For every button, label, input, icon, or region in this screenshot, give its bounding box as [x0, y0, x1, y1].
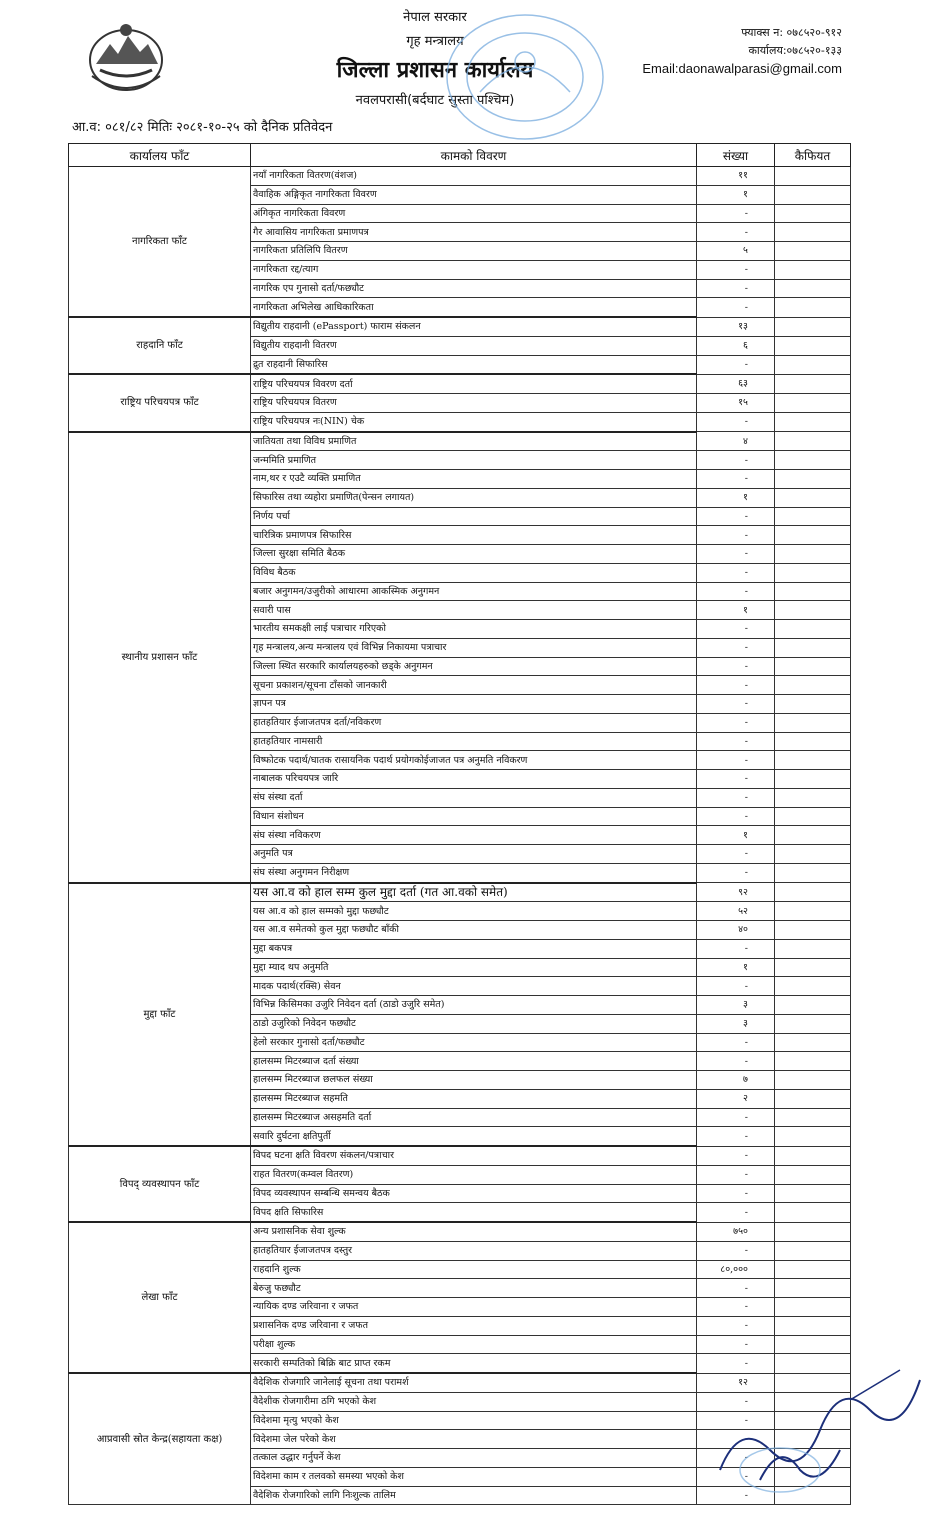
row-remarks [775, 185, 851, 204]
row-remarks [775, 601, 851, 620]
row-remarks [775, 394, 851, 413]
row-description: हातहतियार नामसारी [251, 732, 697, 751]
table-row [69, 317, 851, 336]
section-name: मुद्दा फाँट [69, 883, 251, 1147]
row-description: ज्ञापन पत्र [251, 695, 697, 714]
row-count: ७५० [697, 1222, 775, 1241]
row-description: नागरिकता अभिलेख आधिकारिकता [251, 298, 697, 317]
section-name: राहदानि फाँट [69, 317, 251, 374]
row-description: विद्युतीय राहदानी वितरण [251, 336, 697, 355]
row-description: वैदेशिक रोजगारिको लागि निःशुल्क तालिम [251, 1486, 697, 1505]
row-description: वैदेशीक रोजगारीमा ठगि भएको केश [251, 1392, 697, 1411]
row-description: जिल्ला सुरक्षा समिति बैठक [251, 545, 697, 564]
row-remarks [775, 1184, 851, 1203]
row-remarks [775, 1127, 851, 1146]
row-count: ४ [697, 432, 775, 451]
row-remarks [775, 336, 851, 355]
row-remarks [775, 374, 851, 393]
row-description: भारतीय समकक्षी लाई पत्राचार गरिएको [251, 620, 697, 639]
column-header-count: संख्या [697, 144, 775, 167]
row-remarks [775, 1014, 851, 1033]
row-count: १ [697, 601, 775, 620]
row-count: - [697, 1316, 775, 1335]
row-description: चारित्रिक प्रमाणपत्र सिफारिस [251, 526, 697, 545]
row-description: राष्ट्रिय परिचयपत्र वितरण [251, 394, 697, 413]
row-count: ८०,००० [697, 1260, 775, 1279]
row-count: - [697, 470, 775, 489]
row-remarks [775, 545, 851, 564]
row-description: राष्ट्रिय परिचयपत्र नः(NIN) चेक [251, 412, 697, 431]
office-phone: कार्यालय:०७८५२०-१३३ [748, 44, 842, 57]
row-count: २ [697, 1089, 775, 1108]
row-description: प्रशासनिक दण्ड जरिवाना र जफत [251, 1316, 697, 1335]
table-row [69, 1222, 851, 1241]
row-description: अंगिकृत नागरिकता विवरण [251, 204, 697, 223]
row-remarks [775, 204, 851, 223]
row-remarks [775, 317, 851, 336]
row-count: - [697, 1335, 775, 1354]
row-description: न्यायिक दण्ड जरिवाना र जफत [251, 1298, 697, 1317]
row-remarks [775, 582, 851, 601]
row-description: विपद क्षति सिफारिस [251, 1203, 697, 1222]
row-description: सरकारी सम्पतिको बिक्रि बाट प्राप्त रकम [251, 1354, 697, 1373]
row-count: - [697, 526, 775, 545]
row-count: - [697, 279, 775, 298]
row-remarks [775, 563, 851, 582]
row-description: सिफारिस तथा व्यहोरा प्रमाणित(पेन्सन लगायत) [251, 488, 697, 507]
row-count: - [697, 1298, 775, 1317]
row-description: नागरिक एप गुनासो दर्ता/फछ्यौट [251, 279, 697, 298]
row-description: निर्णय पर्चा [251, 507, 697, 526]
row-count: - [697, 1165, 775, 1184]
row-description: विभिन्न किसिमका उजुरि निवेदन दर्ता (ठाडो उजुरि समेत) [251, 996, 697, 1015]
row-description: अनुमति पत्र [251, 845, 697, 864]
fax-number: फ्याक्स न: ०७८५२०-९१२ [741, 26, 842, 39]
row-count: - [697, 1449, 775, 1468]
row-count: ६३ [697, 374, 775, 393]
row-remarks [775, 996, 851, 1015]
table-header-row [69, 144, 851, 167]
row-count: ३ [697, 996, 775, 1015]
row-description: बजार अनुगमन/उजुरीको आधारमा आकस्मिक अनुगमन [251, 582, 697, 601]
row-description: जिल्ला स्थित सरकारि कार्यालयहरुको छड्के अनुगमन [251, 657, 697, 676]
row-description: यस आ.व समेतको कुल मुद्दा फछ्यौट बाँकी [251, 921, 697, 940]
row-remarks [775, 298, 851, 317]
row-count: - [697, 845, 775, 864]
row-description: हालसम्म मिटरब्याज दर्ता संख्या [251, 1052, 697, 1071]
contact-block [600, 24, 842, 78]
row-description: विधान संशोधन [251, 807, 697, 826]
row-description: तत्काल उद्धार गर्नुपर्ने केश [251, 1449, 697, 1468]
row-remarks [775, 1071, 851, 1090]
row-remarks [775, 958, 851, 977]
row-description: विविध बैठक [251, 563, 697, 582]
row-count: - [697, 451, 775, 470]
email-address: Email:daonawalparasi@gmail.com [642, 61, 842, 76]
row-remarks [775, 657, 851, 676]
row-count: १ [697, 185, 775, 204]
row-count: - [697, 1033, 775, 1052]
row-count: १५ [697, 394, 775, 413]
row-count: १ [697, 958, 775, 977]
row-count: ५२ [697, 902, 775, 921]
row-count: - [697, 223, 775, 242]
row-description: संघ संस्था अनुगमन निरीक्षण [251, 863, 697, 882]
row-description: विदेशमा काम र तलवको समस्या भएको केश [251, 1467, 697, 1486]
row-remarks [775, 751, 851, 770]
row-count: ६ [697, 336, 775, 355]
row-description: नाम,थर र एउटै व्यक्ति प्रमाणित [251, 470, 697, 489]
row-description: सवारी पास [251, 601, 697, 620]
column-header-section: कार्यालय फाँट [69, 144, 251, 167]
row-count: - [697, 732, 775, 751]
section-name: आप्रवासी स्रोत केन्द्र(सहायता कक्ष) [69, 1373, 251, 1505]
row-count: - [697, 1279, 775, 1298]
row-description: यस आ.व को हाल सम्मको मुद्दा फछ्यौट [251, 902, 697, 921]
row-description: बेरुजु फछ्यौट [251, 1279, 697, 1298]
row-count: - [697, 751, 775, 770]
row-description: द्रुत राहदानी सिफारिस [251, 355, 697, 374]
row-count: - [697, 657, 775, 676]
row-remarks [775, 1279, 851, 1298]
report-date-line: आ.व: ०८१/८२ मितिः २०८१-१०-२५ को दैनिक प्रतिवेदन [72, 120, 333, 135]
row-description: वैवाहिक अङ्गिकृत नागरिकता विवरण [251, 185, 697, 204]
row-remarks [775, 1298, 851, 1317]
row-description: परीक्षा शुल्क [251, 1335, 697, 1354]
column-header-remarks: कैफियत [775, 144, 851, 167]
row-description: विद्युतीय राहदानी (ePassport) फाराम संकलन [251, 317, 697, 336]
row-count: ४० [697, 921, 775, 940]
row-description: हातहतियार ईजाजतपत्र दर्ता/नविकरण [251, 713, 697, 732]
section-name: नागरिकता फाँट [69, 167, 251, 318]
row-description: हातहतियार ईजाजतपत्र दस्तुर [251, 1241, 697, 1260]
row-remarks [775, 807, 851, 826]
row-count: - [697, 1467, 775, 1486]
row-description: नागरिकता रद्द/त्याग [251, 260, 697, 279]
row-count: - [697, 939, 775, 958]
row-count: - [697, 1108, 775, 1127]
row-count: - [697, 1241, 775, 1260]
row-remarks [775, 1335, 851, 1354]
row-description: मादक पदार्थ(रक्सि) सेवन [251, 977, 697, 996]
row-count: - [697, 1184, 775, 1203]
row-count: - [697, 620, 775, 639]
row-remarks [775, 412, 851, 431]
row-description: सूचना प्रकाशन/सूचना टाँसको जानकारी [251, 676, 697, 695]
row-remarks [775, 260, 851, 279]
row-count: - [697, 204, 775, 223]
row-count: - [697, 412, 775, 431]
row-count: १ [697, 488, 775, 507]
row-count: ११ [697, 167, 775, 186]
row-remarks [775, 1241, 851, 1260]
row-count: - [697, 977, 775, 996]
row-count: - [697, 260, 775, 279]
row-count: - [697, 355, 775, 374]
row-remarks [775, 939, 851, 958]
row-count: - [697, 1052, 775, 1071]
row-remarks [775, 863, 851, 882]
row-remarks [775, 977, 851, 996]
row-remarks [775, 620, 851, 639]
row-remarks [775, 902, 851, 921]
row-remarks [775, 488, 851, 507]
row-remarks [775, 451, 851, 470]
section-name: राष्ट्रिय परिचयपत्र फाँट [69, 374, 251, 431]
row-description: संघ संस्था नविकरण [251, 826, 697, 845]
nepal-emblem-icon [86, 20, 166, 94]
row-description: हालसम्म मिटरब्याज असहमति दर्ता [251, 1108, 697, 1127]
row-remarks [775, 1222, 851, 1241]
row-count: ५ [697, 242, 775, 261]
row-remarks [775, 1108, 851, 1127]
row-remarks [775, 432, 851, 451]
row-remarks [775, 845, 851, 864]
row-remarks [775, 883, 851, 902]
row-description: अन्य प्रशासनिक सेवा शुल्क [251, 1222, 697, 1241]
row-remarks [775, 638, 851, 657]
row-description: नागरिकता प्रतिलिपि वितरण [251, 242, 697, 261]
section-name: लेखा फाँट [69, 1222, 251, 1373]
row-count: - [697, 1127, 775, 1146]
row-count: - [697, 582, 775, 601]
row-count: ७ [697, 1071, 775, 1090]
row-description: वैदेशिक रोजगारि जानेलाई सूचना तथा परामर्श [251, 1373, 697, 1392]
row-description: गैर आवासिय नागरिकता प्रमाणपत्र [251, 223, 697, 242]
row-count: - [697, 638, 775, 657]
row-description: विपद घटना क्षति विवरण संकलन/पत्राचार [251, 1146, 697, 1165]
row-count: - [697, 298, 775, 317]
row-description: सवारि दुर्घटना क्षतिपुर्ती [251, 1127, 697, 1146]
row-remarks [775, 695, 851, 714]
row-description: गृह मन्त्रालय,अन्य मन्त्रालय एवं विभिन्न निकायमा पत्राचार [251, 638, 697, 657]
row-remarks [775, 770, 851, 789]
row-count: - [697, 863, 775, 882]
row-description: जन्ममिति प्रमाणित [251, 451, 697, 470]
row-description: विदेशमा जेल परेको केश [251, 1430, 697, 1449]
row-remarks [775, 1165, 851, 1184]
row-remarks [775, 713, 851, 732]
row-remarks [775, 470, 851, 489]
row-remarks [775, 1052, 851, 1071]
row-description: हालसम्म मिटरब्याज छलफल संख्या [251, 1071, 697, 1090]
row-remarks [775, 526, 851, 545]
row-description: मुद्दा म्याद थप अनुमति [251, 958, 697, 977]
row-remarks [775, 223, 851, 242]
column-header-description: कामको विवरण [251, 144, 697, 167]
row-description: राहत वितरण(कम्वल वितरण) [251, 1165, 697, 1184]
row-description: हेलो सरकार गुनासो दर्ता/फछ्यौट [251, 1033, 697, 1052]
row-count: ३ [697, 1014, 775, 1033]
row-description: हालसम्म मिटरब्याज सहमति [251, 1089, 697, 1108]
row-count: - [697, 563, 775, 582]
row-count: - [697, 545, 775, 564]
table-row [69, 167, 851, 186]
row-remarks [775, 1146, 851, 1165]
row-description: संघ संस्था दर्ता [251, 788, 697, 807]
government-name: नेपाल सरकार [403, 10, 467, 25]
row-count: - [697, 676, 775, 695]
row-description: राहदानि शुल्क [251, 1260, 697, 1279]
row-count: - [697, 1486, 775, 1505]
row-remarks [775, 732, 851, 751]
row-remarks [775, 167, 851, 186]
office-seal-stamp [440, 2, 610, 152]
office-location: नवलपरासी(बर्दघाट सुस्ता पश्चिम) [355, 93, 515, 108]
row-count: - [697, 807, 775, 826]
row-remarks [775, 1089, 851, 1108]
row-remarks [775, 788, 851, 807]
row-description: विपद व्यवस्थापन सम्बन्धि समन्वय बैठक [251, 1184, 697, 1203]
row-remarks [775, 279, 851, 298]
row-description: विष्फोटक पदार्थ/घातक रासायनिक पदार्थ प्रयोगकोईजाजत पत्र अनुमति नविकरण [251, 751, 697, 770]
section-name: विपद् व्यवस्थापन फाँट [69, 1146, 251, 1222]
row-remarks [775, 1260, 851, 1279]
row-remarks [775, 355, 851, 374]
row-count: १३ [697, 317, 775, 336]
row-count: १२ [697, 1373, 775, 1392]
row-description: नयाँ नागरिकता वितरण(वंशज) [251, 167, 697, 186]
row-remarks [775, 242, 851, 261]
ministry-name: गृह मन्त्रालय [406, 34, 464, 49]
handwritten-signature [700, 1360, 930, 1500]
row-count: - [697, 788, 775, 807]
row-remarks [775, 507, 851, 526]
row-count: - [697, 1354, 775, 1373]
section-name: स्थानीय प्रशासन फाँट [69, 432, 251, 883]
row-remarks [775, 676, 851, 695]
row-count: - [697, 695, 775, 714]
row-remarks [775, 921, 851, 940]
row-remarks [775, 1203, 851, 1222]
table-row [69, 432, 851, 451]
row-count: - [697, 1203, 775, 1222]
row-count: - [697, 507, 775, 526]
table-row [69, 1146, 851, 1165]
row-description: विदेशमा मृत्यु भएको केश [251, 1411, 697, 1430]
daily-report-table [68, 143, 851, 1505]
table-row [69, 374, 851, 393]
office-title: जिल्ला प्रशासन कार्यालय [336, 58, 534, 83]
row-description: मुद्दा बकपत्र [251, 939, 697, 958]
row-remarks [775, 1033, 851, 1052]
row-description: राष्ट्रिय परिचयपत्र विवरण दर्ता [251, 374, 697, 393]
row-count: - [697, 1146, 775, 1165]
row-remarks [775, 826, 851, 845]
row-description: नाबालक परिचयपत्र जारि [251, 770, 697, 789]
row-count: - [697, 713, 775, 732]
row-count: - [697, 1411, 775, 1430]
row-count: - [697, 1430, 775, 1449]
row-description: जातियता तथा विविध प्रमाणित [251, 432, 697, 451]
row-count: - [697, 1392, 775, 1411]
table-row [69, 883, 851, 902]
row-description: यस आ.व को हाल सम्म कुल मुद्दा दर्ता (गत आ.वको समेत) [251, 883, 697, 902]
row-count: ९२ [697, 883, 775, 902]
row-count: १ [697, 826, 775, 845]
row-description: ठाडो उजुरिको निवेदन फछ्यौट [251, 1014, 697, 1033]
row-count: - [697, 770, 775, 789]
row-remarks [775, 1316, 851, 1335]
